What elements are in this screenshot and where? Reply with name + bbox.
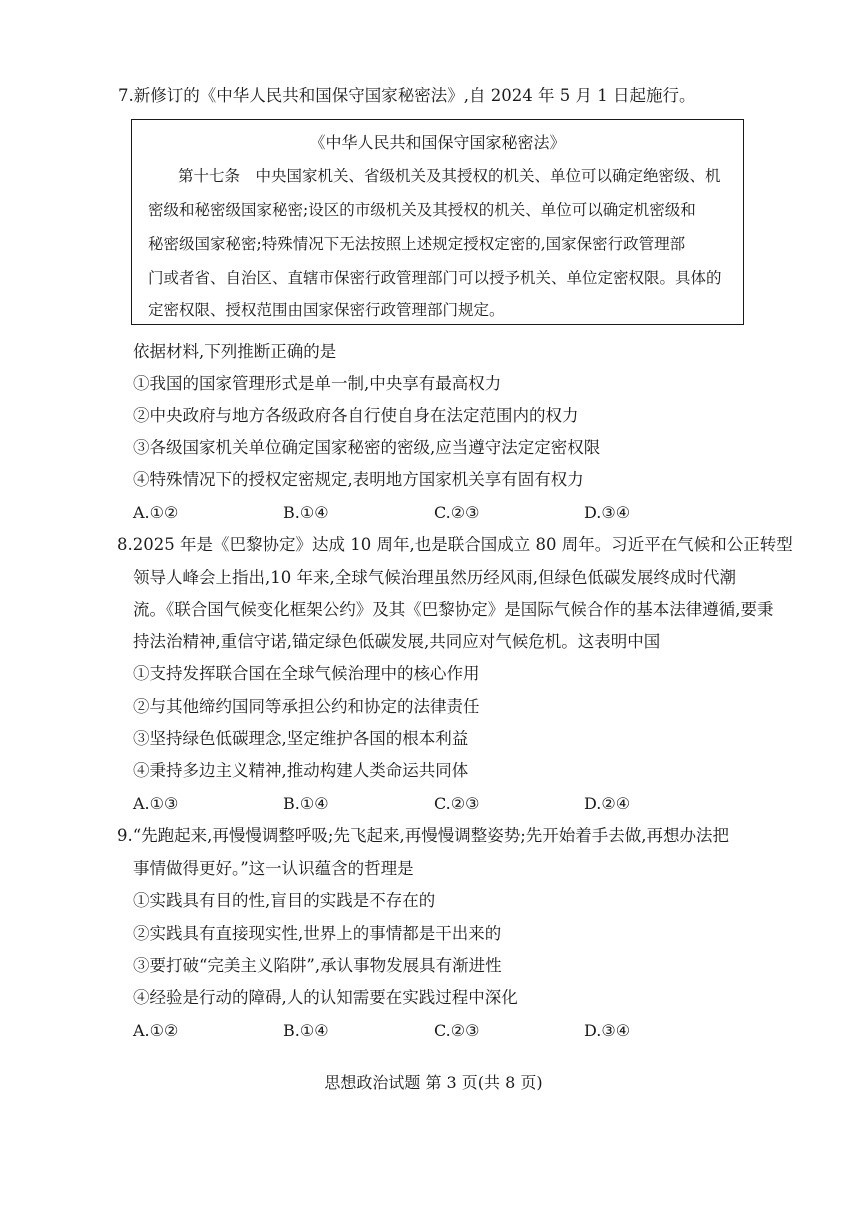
q7-statement: ①我国的国家管理形式是单一制,中央享有最高权力 [133, 374, 502, 393]
q9-statement: ①实践具有目的性,盲目的实践是不存在的 [133, 891, 436, 910]
q7-material-box [131, 119, 744, 325]
q7-material-line: 门或者省、自治区、直辖市保密行政管理部门可以授予机关、单位定密权限。具体的 [148, 269, 722, 287]
q7-material-line: 第十七条 中央国家机关、省级机关及其授权的机关、单位可以确定绝密级、机 [178, 167, 721, 185]
q7-material-line: 秘密级国家秘密;特殊情况下无法按照上述规定授权定密的,国家保密行政管理部 [148, 235, 686, 253]
q8-stem-line: 流。《联合国气候变化框架公约》及其《巴黎协定》是国际气候合作的基本法律遵循,要秉 [133, 600, 774, 619]
q8-option-b: B.①④ [283, 794, 329, 813]
q7-statement: ④特殊情况下的授权定密规定,表明地方国家机关享有固有权力 [133, 470, 584, 489]
page-footer: 思想政治试题 第 3 页(共 8 页) [324, 1073, 543, 1092]
q8-statement: ①支持发挥联合国在全球气候治理中的核心作用 [133, 664, 480, 683]
q7-option-a: A.①② [133, 503, 179, 522]
q7-statement: ③各级国家机关单位确定国家秘密的密级,应当遵守法定定密权限 [133, 438, 601, 457]
q7-stem: 7.新修订的《中华人民共和国保守国家秘密法》,自 2024 年 5 月 1 日起施行。 [118, 86, 696, 105]
q9-stem-line: 9.“先跑起来,再慢慢调整呼吸;先飞起来,再慢慢调整姿势;先开始着手去做,再想办法把 [117, 826, 730, 845]
q9-stem-line: 事情做得更好。”这一认识蕴含的哲理是 [133, 859, 414, 878]
q7-option-b: B.①④ [283, 503, 329, 522]
q9-statement: ④经验是行动的障碍,人的认知需要在实践过程中深化 [133, 988, 518, 1007]
q7-option-d: D.③④ [584, 503, 631, 522]
q8-stem-line: 8.2025 年是《巴黎协定》达成 10 周年,也是联合国成立 80 周年。习近平在气候和公正转型 [117, 535, 793, 554]
q7-option-c: C.②③ [434, 503, 480, 522]
q7-material-title: 《中华人民共和国保守国家秘密法》 [309, 133, 566, 152]
q8-option-d: D.②④ [584, 794, 631, 813]
q9-option-a: A.①② [133, 1021, 179, 1040]
q8-option-a: A.①③ [133, 794, 179, 813]
q9-statement: ③要打破“完美主义陷阱”,承认事物发展具有渐进性 [133, 956, 502, 975]
q7-material-line: 定密权限、授权范围由国家保密行政管理部门规定。 [148, 301, 505, 319]
q9-statement: ②实践具有直接现实性,世界上的事情都是干出来的 [133, 924, 502, 943]
q7-material-line: 密级和秘密级国家秘密;设区的市级机关及其授权的机关、单位可以确定机密级和 [148, 201, 696, 219]
q7-prompt: 依据材料,下列推断正确的是 [133, 342, 337, 361]
q8-option-c: C.②③ [434, 794, 480, 813]
q8-statement: ②与其他缔约国同等承担公约和协定的法律责任 [133, 697, 480, 716]
q9-option-b: B.①④ [283, 1021, 329, 1040]
q9-option-d: D.③④ [584, 1021, 631, 1040]
q8-stem-line: 持法治精神,重信守诺,锚定绿色低碳发展,共同应对气候危机。这表明中国 [133, 632, 661, 651]
q7-statement: ②中央政府与地方各级政府各自行使自身在法定范围内的权力 [133, 406, 579, 425]
q8-statement: ③坚持绿色低碳理念,坚定维护各国的根本利益 [133, 729, 469, 748]
q9-option-c: C.②③ [434, 1021, 480, 1040]
q8-stem-line: 领导人峰会上指出,10 年来,全球气候治理虽然历经风雨,但绿色低碳发展终成时代潮 [133, 568, 736, 587]
q8-statement: ④秉持多边主义精神,推动构建人类命运共同体 [133, 761, 469, 780]
